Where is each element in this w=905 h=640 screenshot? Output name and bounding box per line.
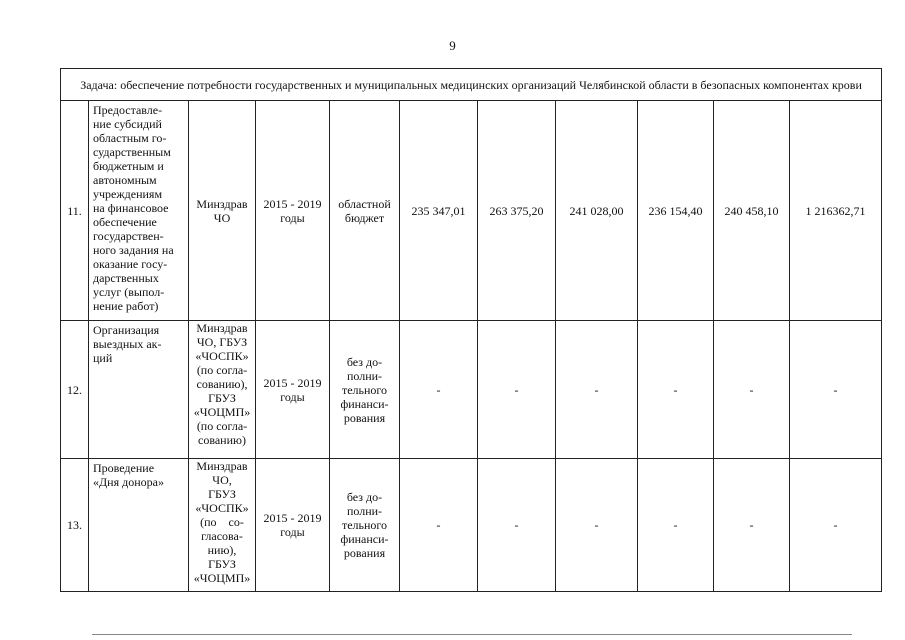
row-number: 11.	[61, 101, 89, 321]
executor: Минздрав ЧО, ГБУЗ «ЧОСПК» (по со- гласова- нию), ГБУЗ «ЧОЦМП»	[189, 459, 256, 592]
amount-cell: 235 347,01	[400, 101, 478, 321]
table-row	[61, 321, 882, 459]
period: 2015 - 2019 годы	[256, 321, 330, 459]
executor: Минздрав ЧО, ГБУЗ «ЧОСПК» (по согла- сованию), ГБУЗ «ЧОЦМП» (по согла- сованию)	[189, 321, 256, 459]
table-row	[61, 101, 882, 321]
activity-name: Организация выездных ак- ций	[89, 321, 189, 459]
amount-cell: -	[556, 321, 638, 459]
amount-cell: -	[556, 459, 638, 592]
amount-cell: -	[714, 459, 790, 592]
program-table	[60, 68, 882, 592]
amount-cell: -	[478, 321, 556, 459]
total-cell: -	[790, 459, 882, 592]
scan-edge-line	[92, 634, 852, 635]
amount-cell: 236 154,40	[638, 101, 714, 321]
amount-cell: -	[400, 459, 478, 592]
funding-source: областной бюджет	[330, 101, 400, 321]
total-cell: -	[790, 321, 882, 459]
period: 2015 - 2019 годы	[256, 101, 330, 321]
amount-cell: 263 375,20	[478, 101, 556, 321]
table-row	[61, 459, 882, 592]
period: 2015 - 2019 годы	[256, 459, 330, 592]
amount-cell: -	[478, 459, 556, 592]
activity-name: Проведение «Дня донора»	[89, 459, 189, 592]
total-cell: 1 216362,71	[790, 101, 882, 321]
amount-cell: 241 028,00	[556, 101, 638, 321]
executor: Минздрав ЧО	[189, 101, 256, 321]
activity-name: Предоставле- ние субсидий областным го- сударственным бюджетным и автономным учреждениям на финансовое обеспечение государствен- ного задания на оказание госу- дарственных услуг (выпол- нение работ)	[89, 101, 189, 321]
amount-cell: -	[638, 459, 714, 592]
funding-source: без до- полни- тельного финанси- рования	[330, 459, 400, 592]
row-number: 12.	[61, 321, 89, 459]
page-number: 9	[449, 38, 456, 53]
task-header: Задача: обеспечение потребности государственных и муниципальных медицинских организаций Челябинской области в безопасных компонентах крови	[61, 69, 882, 101]
amount-cell: 240 458,10	[714, 101, 790, 321]
amount-cell: -	[638, 321, 714, 459]
row-number: 13.	[61, 459, 89, 592]
amount-cell: -	[400, 321, 478, 459]
funding-source: без до- полни- тельного финанси- рования	[330, 321, 400, 459]
amount-cell: -	[714, 321, 790, 459]
